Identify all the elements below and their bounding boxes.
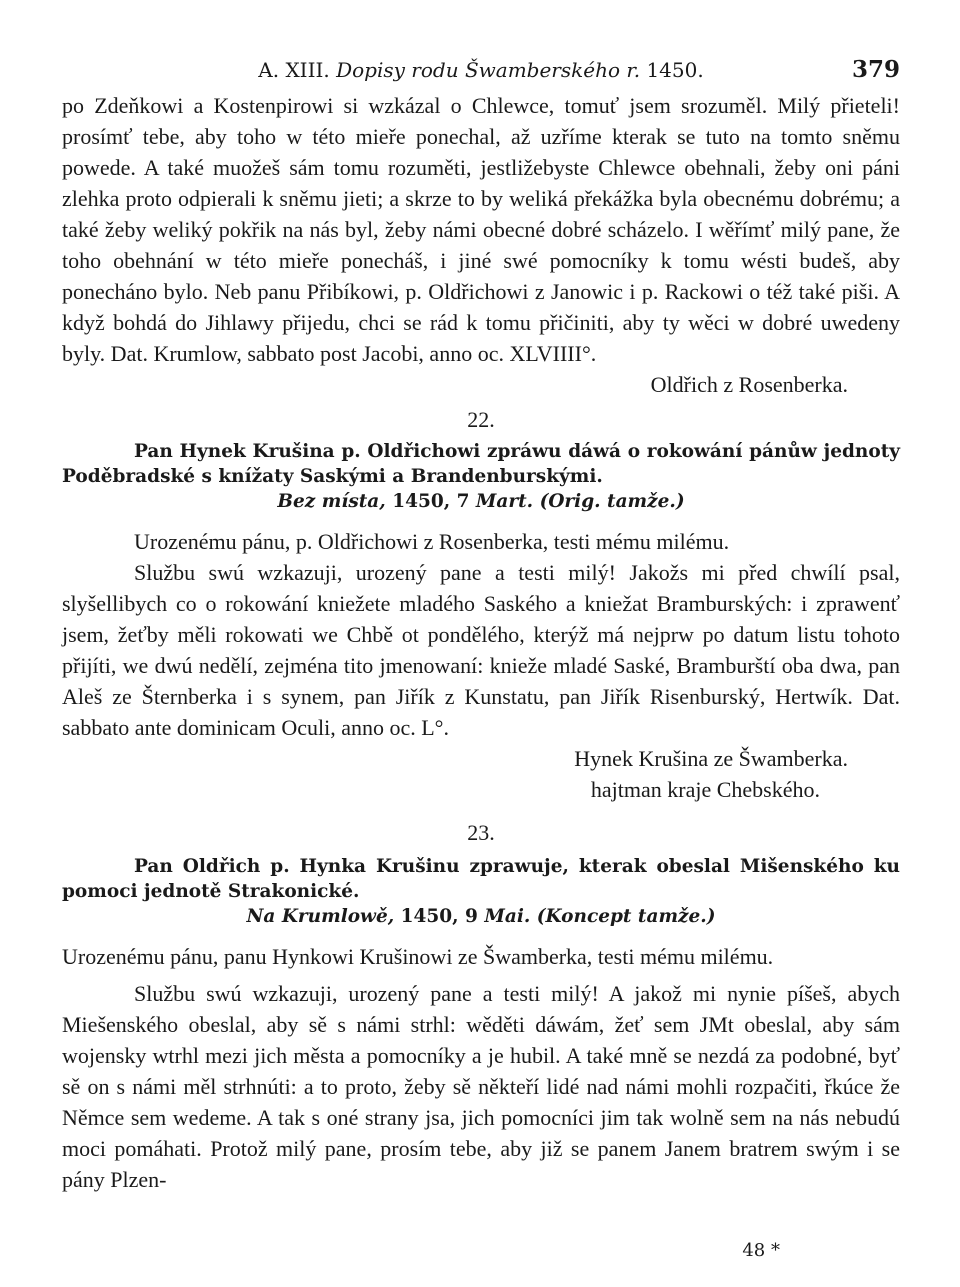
source-22-place: Bez místa,	[277, 491, 386, 512]
letter-23-text: Službu swú wzkazuji, urozený pane a testi milý! A jakož mi nynie píšeš, abych Miešenského obeslal, aby sě s námi strhl: wěděti dáwám, žeť sem JMt obeslal, aby sám wojensky wtrhl mezi jich města a pomocníky a je hubil. A také mně se nezdá za podobné, byť sě on s námi měl strhnúti: a to proto, žeby sě někteří lidé nad námi mohli rozpačiti, řkúce že Němce sem wedeme. A tak s oné strany jsa, jich pomocníci jim tak wolně sem na nás nebudú moci pomáhati. Protož milý pane, prosím tebe, aby již se panem Janem bratrem swým i se pány Plzen-	[62, 981, 900, 1192]
addressee-22: Urozenému pánu, p. Oldřichowi z Rosenberka, testi mému milému.	[134, 529, 730, 554]
header-title	[62, 58, 900, 82]
signature-mark: 48 *	[742, 1240, 780, 1261]
intro-letter-text: po Zdeňkowi a Kostenpirowi si wzkázal o Chlewce, tomuť jsem srozuměl. Milý přieteli! prosímť tebe, aby toho w této mieře ponechal, až uzříme kterak se tuto na tomto sněmu powede. A také muožeš sám tomu rozuměti, jestližebyste Chlewce obehnali, žeby oni páni zlehka proto odpierali k sněmu jieti; a skrze to by weliká překážka byla obecnému dobrému; a také žeby weliký pokřik na nás byl, žeby námi obecné dobré scházelo. I wěřímť milý pane, že toho obehnání w této mieře ponecháš, i jiné swé pomocníky k tomu wésti budeš, aby ponecháno bylo. Neb panu Přibíkowi, p. Oldřichowi z Janowic i p. Rackowi o též také piši. A když bohdá do Jihlawy přijedu, chci se rád k tomu přičiniti, aby ty wěci w dobré uwedeny byly. Dat. Krumlow, sabbato post Jacobi, anno oc. XLVIIII°.	[62, 93, 900, 366]
source-23-month: Mai.	[484, 906, 531, 927]
source-23-origin: (Koncept tamže.)	[536, 906, 716, 927]
summary-23: Pan Oldřich p. Hynka Krušinu zprawuje, kterak obeslal Mišenského ku pomoci jednotě Strakonické.	[62, 856, 900, 902]
page-number: 379	[851, 56, 900, 83]
document-number-23: 23.	[467, 820, 495, 845]
header-volume: A. XIII.	[258, 58, 330, 82]
source-22	[62, 489, 900, 514]
source-23-place: Na Krumlowě,	[246, 906, 395, 927]
source-22-month: Mart.	[475, 491, 534, 512]
header-title-text: Dopisy rodu Šwamberského r.	[336, 58, 641, 82]
source-22-date: 1450, 7	[392, 491, 470, 512]
signature-22-name: Hynek Krušina ze Šwamberka.	[574, 746, 848, 771]
document-page	[62, 50, 900, 1195]
signature-22-title: hajtman kraje Chebského.	[590, 777, 820, 802]
intro-signature: Oldřich z Rosenberka.	[650, 372, 848, 397]
summary-22: Pan Hynek Krušina p. Oldřichowi zpráwu dáwá o rokowání pánůw jednoty Poděbradské s knížaty Saskými a Brandenburskými.	[62, 441, 900, 487]
running-header	[62, 50, 900, 90]
source-23-date: 1450, 9	[400, 906, 478, 927]
letter-22-text: Službu swú wzkazuji, urozený pane a testi milý! Jakožs mi před chwílí psal, slyšellibych co o rokowání kniežete mladého Saského a kniežat Bramburských: i zprawenť jsem, žeťby měli rokowati we Chbě ot ponděléhо, kterýž má nejprw po datum listu tohoto přijíti, we dwú nedělí, zejména tito jmenowaní: knieže mladé Saské, Bramburští oba dwa, pan Aleš ze Šternberka i s synem, pan Jiřík z Kunstatu, pan Jiřík Risenburský, Hertwík. Dat. sabbato ante dominicam Oculi, anno oc. L°.	[62, 560, 900, 740]
document-number-22: 22.	[467, 407, 495, 432]
header-year: 1450.	[646, 58, 704, 82]
addressee-23: Urozenému pánu, panu Hynkowi Krušinowi ze Šwamberka, testi mému milému.	[62, 944, 774, 969]
source-22-origin: (Orig. tamže.)	[539, 491, 685, 512]
source-23	[62, 904, 900, 929]
